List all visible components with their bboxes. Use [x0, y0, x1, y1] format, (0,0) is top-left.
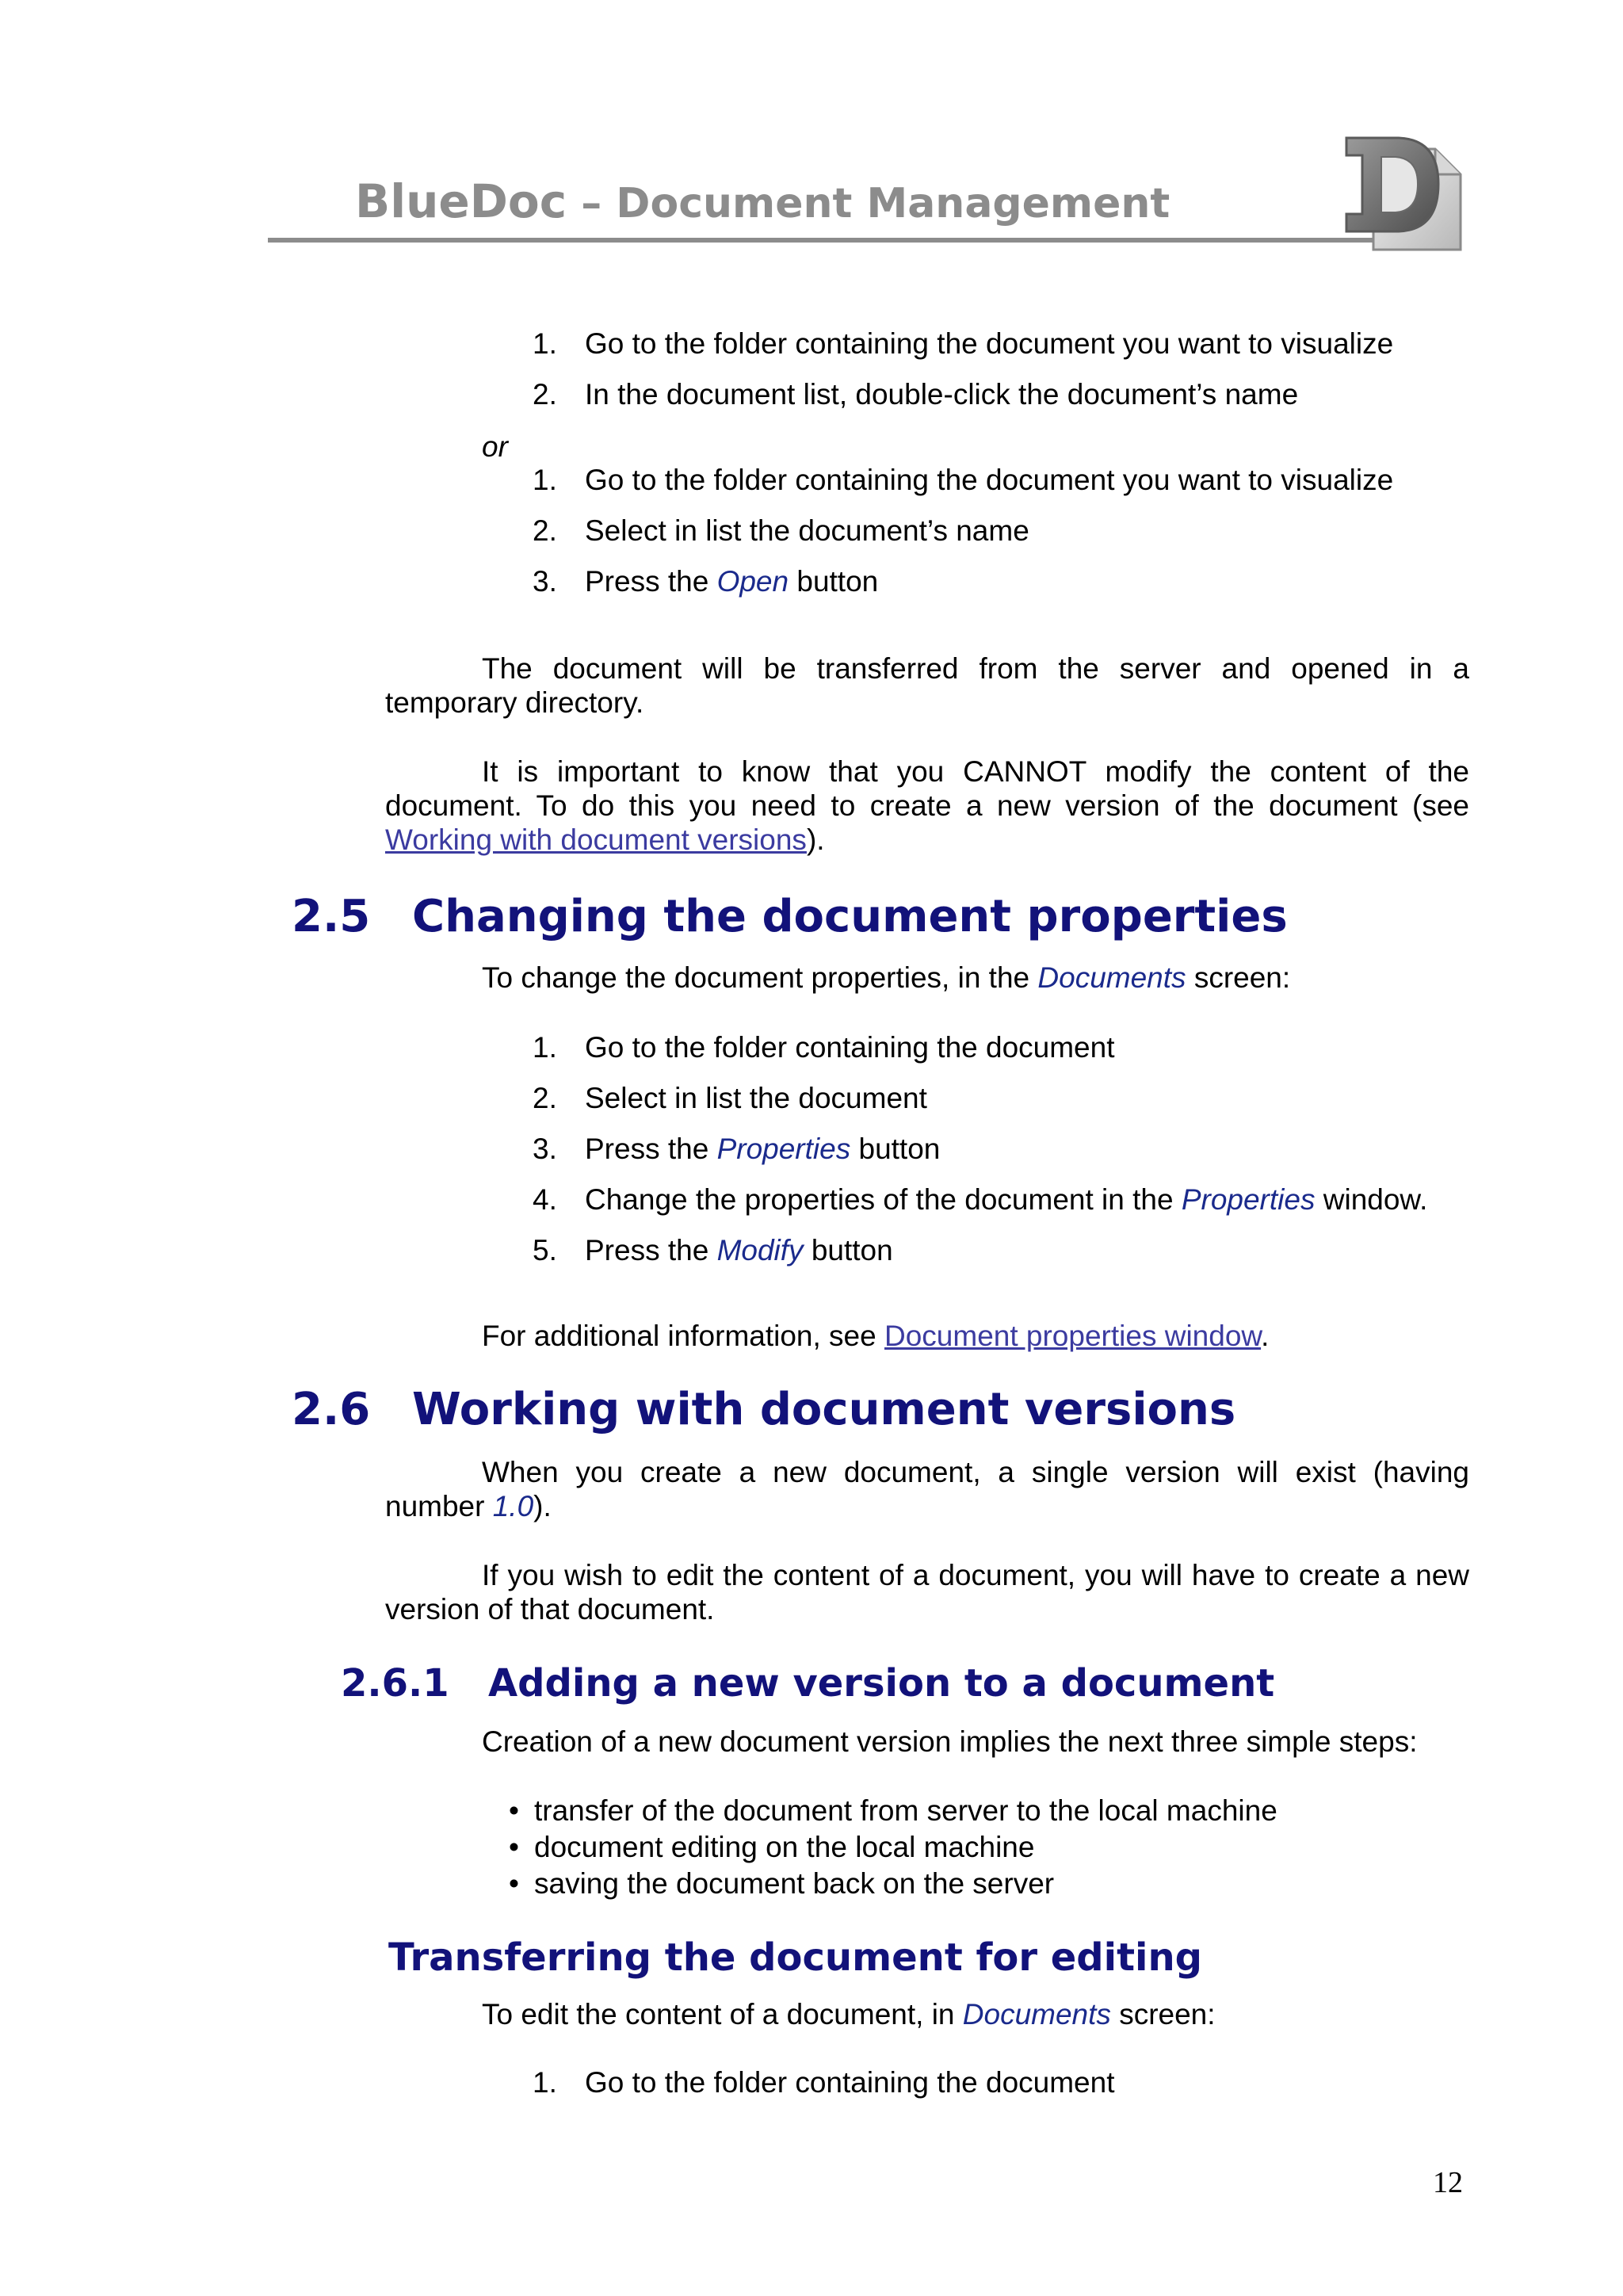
list-item-number: 1. [533, 1031, 557, 1064]
documents-screen-reference: Documents [1037, 961, 1186, 994]
info-text: . [1261, 1320, 1270, 1352]
list-item [585, 1233, 893, 1268]
list-item-number: 1. [533, 2066, 557, 2099]
bullet-text: transfer of the document from server to the local machine [534, 1794, 1277, 1827]
list-item: Go to the folder containing the document you want to visualize [585, 464, 1394, 496]
intro-text: To edit the content of a document, in [482, 1998, 963, 2030]
list-item [585, 564, 878, 599]
section-intro [482, 961, 1290, 995]
list-item: Select in list the document [585, 1082, 927, 1114]
page-header [268, 135, 1472, 254]
list-item-text: Change the properties of the document in the [585, 1183, 1182, 1216]
section-title: Adding a new version to a document [488, 1661, 1275, 1706]
section-title: Working with document versions [412, 1384, 1236, 1435]
section-intro: Creation of a new document version implies the next three simple steps: [482, 1725, 1418, 1758]
intro-text: screen: [1110, 1998, 1216, 2030]
header-title [355, 174, 1170, 228]
header-brand: BlueDoc [355, 174, 567, 228]
section-number: 2.6 [292, 1384, 371, 1435]
list-item-number: 2. [533, 1082, 557, 1114]
modify-button-reference: Modify [716, 1234, 804, 1266]
section-heading-2-5 [292, 891, 1288, 942]
list-item-number: 3. [533, 1133, 557, 1165]
list-item-number: 1. [533, 327, 557, 360]
list-item [585, 1182, 1427, 1217]
paragraph-text: ). [533, 1490, 552, 1522]
list-item-text: Press the [585, 565, 717, 598]
intro-text: screen: [1186, 961, 1291, 994]
header-subtitle: – Document Management [567, 180, 1170, 227]
list-item [585, 1132, 940, 1167]
bullet-item: • document editing on the local machine [509, 1831, 1035, 1863]
paragraph [385, 651, 1469, 720]
list-item-number: 4. [533, 1183, 557, 1216]
list-item-number: 2. [533, 378, 557, 411]
intro-text: To change the document properties, in the [482, 961, 1038, 994]
section-number: 2.6.1 [341, 1661, 449, 1706]
list-item: Go to the folder containing the document [585, 2066, 1115, 2099]
list-item-text: Press the [585, 1234, 717, 1266]
section-heading-2-6-1 [341, 1661, 1274, 1706]
bluedoc-d-logo-icon [1342, 135, 1468, 254]
list-item-text: Press the [585, 1133, 717, 1165]
section-heading-2-6 [292, 1384, 1235, 1435]
info-text: For additional information, see [482, 1320, 884, 1352]
documents-screen-reference: Documents [962, 1998, 1111, 2030]
paragraph-text: If you wish to edit the content of a document, you will have to create a new version of that document. [385, 1559, 1469, 1626]
additional-info [482, 1319, 1269, 1354]
paragraph-text: It is important to know that you CANNOT modify the content of the document. To do this you need to create a new version of the document (see [385, 755, 1469, 822]
paragraph [385, 1455, 1469, 1523]
paragraph-text: The document will be transferred from the server and opened in a temporary directory. [385, 652, 1469, 719]
paragraph-text: When you create a new document, a single version will exist (having number [385, 1456, 1469, 1522]
page-number: 12 [1433, 2166, 1463, 2199]
properties-button-reference: Properties [716, 1133, 851, 1165]
bullet-text: saving the document back on the server [534, 1867, 1055, 1900]
open-button-reference: Open [716, 565, 789, 598]
list-item-number: 1. [533, 464, 557, 496]
list-item-number: 3. [533, 565, 557, 598]
section-number: 2.5 [292, 891, 371, 942]
list-item-number: 5. [533, 1234, 557, 1266]
list-item-text: button [789, 565, 879, 598]
list-item-text: button [850, 1133, 941, 1165]
list-item-number: 2. [533, 514, 557, 547]
list-item: In the document list, double-click the document’s name [585, 378, 1299, 411]
or-label: or [482, 430, 508, 463]
paragraph [385, 1558, 1469, 1626]
link-working-with-versions[interactable]: Working with document versions [385, 823, 807, 856]
list-item: Go to the folder containing the document [585, 1031, 1115, 1064]
paragraph [385, 755, 1469, 857]
bullet-item: • saving the document back on the server [509, 1867, 1055, 1900]
list-item: Select in list the document’s name [585, 514, 1029, 547]
list-item: Go to the folder containing the document you want to visualize [585, 327, 1394, 360]
section-title: Changing the document properties [412, 891, 1288, 942]
header-rule [268, 238, 1377, 243]
bullet-text: document editing on the local machine [534, 1831, 1035, 1863]
list-item-text: button [803, 1234, 893, 1266]
list-item-text: window. [1315, 1183, 1428, 1216]
properties-window-reference: Properties [1181, 1183, 1316, 1216]
link-document-properties-window[interactable]: Document properties window [884, 1320, 1262, 1352]
paragraph-text: ). [806, 823, 825, 856]
subsection-heading-transferring: Transferring the document for editing [388, 1935, 1203, 1980]
version-number: 1.0 [492, 1490, 534, 1522]
bullet-item: • transfer of the document from server to the local machine [509, 1794, 1277, 1827]
section-intro [482, 1997, 1216, 2032]
